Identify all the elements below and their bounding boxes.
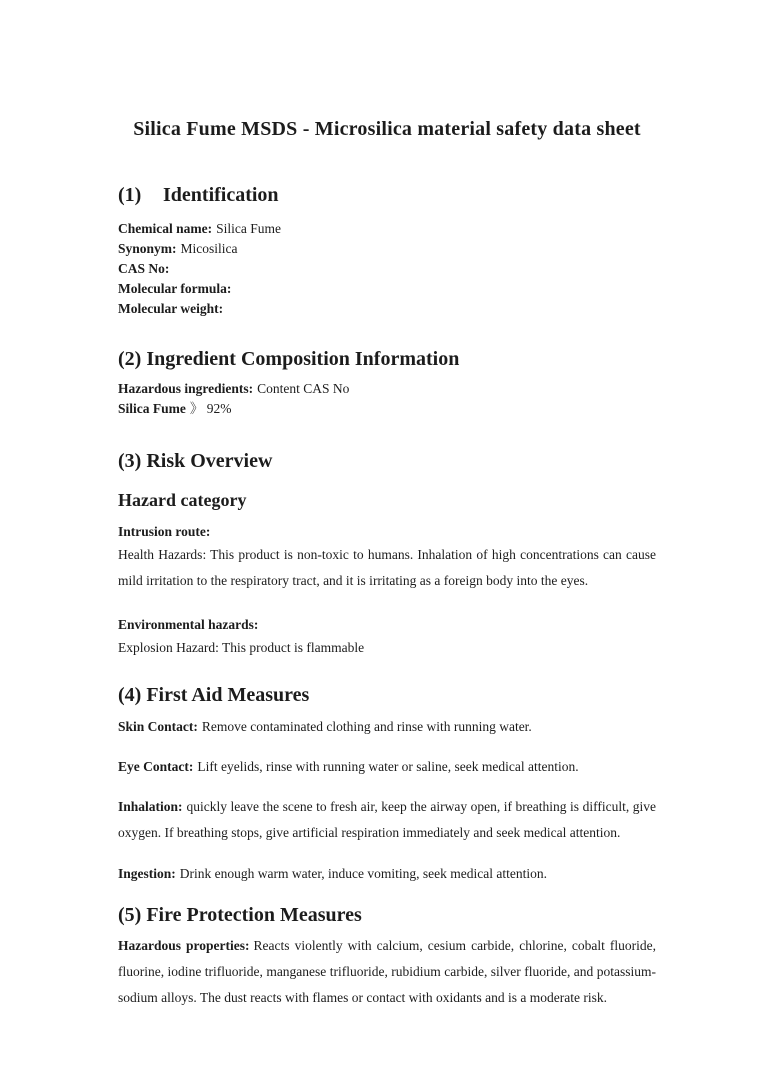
field-value: Micosilica <box>180 241 238 256</box>
paragraph-text: Drink enough warm water, induce vomiting, seek medical attention. <box>179 866 547 881</box>
paragraph-text: Lift eyelids, rinse with running water or saline, seek medical attention. <box>197 759 579 774</box>
paragraph-label: Hazardous properties: <box>118 938 250 953</box>
field-synonym <box>118 239 656 259</box>
section-heading-text: Identification <box>163 184 279 206</box>
paragraph-environmental-hazards <box>118 614 656 661</box>
field-label: Silica Fume <box>118 401 186 416</box>
section-number: (3) <box>118 450 142 472</box>
section-risk-overview <box>118 448 656 661</box>
paragraph-hazardous-properties <box>118 933 656 1011</box>
document-title: Silica Fume MSDS - Microsilica material safety data sheet <box>133 118 641 140</box>
field-label: Hazardous ingredients: <box>118 381 254 396</box>
paragraph-label: Skin Contact: <box>118 719 198 734</box>
field-molecular-weight <box>118 299 656 319</box>
field-molecular-formula <box>118 279 656 299</box>
section-risk-overview-heading <box>118 448 656 474</box>
section-heading-text: First Aid Measures <box>146 684 310 706</box>
paragraph-skin-contact <box>118 714 656 740</box>
section-composition-heading <box>118 346 656 372</box>
section-heading-text: Risk Overview <box>146 450 273 472</box>
section-fire-protection <box>118 902 656 1011</box>
paragraph-label: Ingestion: <box>118 866 176 881</box>
hazard-category-subheading: Hazard category <box>118 490 247 510</box>
section-first-aid <box>118 682 656 887</box>
paragraph-label: Environmental hazards: <box>118 617 259 632</box>
field-label: Molecular formula: <box>118 281 232 296</box>
paragraph-text: Reacts violently with calcium, cesium carbide, chlorine, cobalt fluoride, fluorine, iodine trifluoride, manganese trifluoride, rubidium carbide, silver fluoride, and potassium-sodium alloys. The dust reacts with flames or contact with oxidants and is a moderate risk. <box>118 938 657 1005</box>
field-label: Chemical name: <box>118 221 213 236</box>
section-number: (4) <box>118 684 142 706</box>
paragraph-text: Explosion Hazard: This product is flammable <box>118 640 365 655</box>
section-fire-protection-heading <box>118 902 656 928</box>
section-heading-text: Fire Protection Measures <box>146 904 362 926</box>
field-chemical-name <box>118 219 656 239</box>
paragraph-eye-contact <box>118 754 656 780</box>
field-label: Synonym: <box>118 241 177 256</box>
composition-fields <box>118 379 656 419</box>
section-first-aid-heading <box>118 682 656 708</box>
field-hazardous-ingredients <box>118 379 656 399</box>
field-silica-fume-content <box>118 399 656 419</box>
section-composition <box>118 346 656 419</box>
field-label: Molecular weight: <box>118 301 224 316</box>
paragraph-text: quickly leave the scene to fresh air, keep the airway open, if breathing is difficult, give oxygen. If breathing stops, give artificial respiration immediately and seek medical attention. <box>118 799 656 840</box>
field-value: Silica Fume <box>216 221 281 236</box>
paragraph-label: Intrusion route: <box>118 524 211 539</box>
section-number: (1) <box>118 184 142 206</box>
section-number: (2) <box>118 348 142 370</box>
field-cas-no <box>118 259 656 279</box>
field-label: CAS No: <box>118 261 170 276</box>
section-heading-text: Ingredient Composition Information <box>146 348 460 370</box>
section-number: (5) <box>118 904 142 926</box>
paragraph-label: Inhalation: <box>118 799 183 814</box>
field-value: Content CAS No <box>257 381 350 396</box>
paragraph-inhalation <box>118 794 656 846</box>
section-identification <box>118 182 656 319</box>
paragraph-ingestion <box>118 861 656 887</box>
field-value: 》 92% <box>189 401 232 416</box>
paragraph-intrusion-route <box>118 521 656 594</box>
document-content <box>0 116 768 1011</box>
identification-fields <box>118 219 656 319</box>
paragraph-text: Health Hazards: This product is non-toxic to humans. Inhalation of high concentrations can cause mild irritation to the respiratory tract, and it is irritating as a foreign body into the eyes. <box>118 547 656 588</box>
section-identification-heading <box>118 182 656 208</box>
paragraph-text: Remove contaminated clothing and rinse with running water. <box>201 719 532 734</box>
paragraph-label: Eye Contact: <box>118 759 194 774</box>
